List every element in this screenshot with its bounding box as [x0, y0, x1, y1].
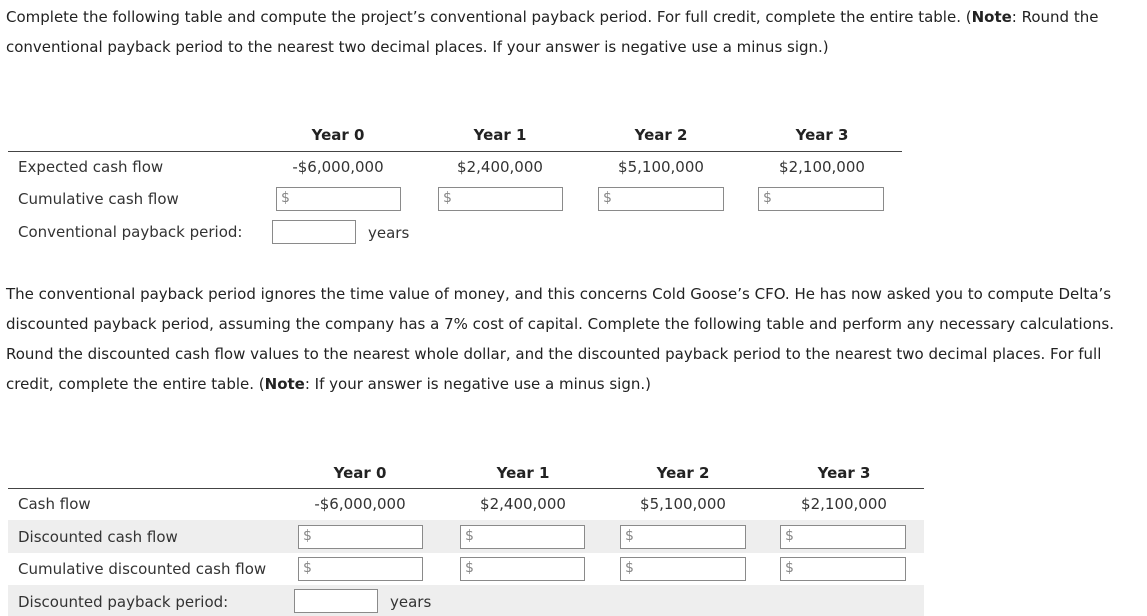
t2-discounted-label: Discounted cash flow [18, 528, 178, 546]
dollar-sign: $ [465, 528, 474, 544]
t2-cashflow-label: Cash flow [18, 495, 91, 513]
intro-text: Complete the following table and compute the project’s conventional payback period. For full credit, complete the entire table. ( [6, 8, 972, 26]
t2-cashflow-year0: -$6,000,000 [314, 495, 406, 513]
t2-payback-label: Discounted payback period: [18, 593, 229, 611]
t1-payback-label: Conventional payback period: [18, 223, 243, 241]
t1-cumulative-year3-input[interactable] [758, 187, 884, 211]
t2-cashflow-year2: $5,100,000 [640, 495, 726, 513]
t2-discounted-year2-input[interactable] [620, 525, 746, 549]
t2-header-year0: Year 0 [333, 464, 387, 482]
t1-years-unit: years [368, 224, 410, 242]
t2-header-year1: Year 1 [496, 464, 550, 482]
intro-instructions [6, 2, 1131, 62]
t1-cumulative-year0-input[interactable] [276, 187, 401, 211]
t2-cashflow-year3: $2,100,000 [801, 495, 887, 513]
t1-expected-year3: $2,100,000 [779, 158, 865, 176]
t2-discounted-year3-input[interactable] [780, 525, 906, 549]
conventional-payback-input[interactable] [272, 220, 356, 244]
discounted-instructions [6, 279, 1131, 399]
intro-note-label: Note [971, 8, 1012, 26]
t1-header-year0: Year 0 [311, 126, 365, 144]
intro-text-after: : Round the conventional payback period to the nearest two decimal places. If your answer is negative use a minus sign.) [6, 8, 1099, 56]
dollar-sign: $ [763, 190, 772, 206]
t1-header-year3: Year 3 [795, 126, 849, 144]
t2-cum-discounted-year1-input[interactable] [460, 557, 585, 581]
middle-text: The conventional payback period ignores the time value of money, and this concerns Cold Goose’s CFO. He has now asked you to compute Delta’s discounted payback period, assuming the company has a 7% cost of capital. Complete the following table and perform any necessary calculations. Round the discounted cash flow values to the nearest whole dollar, and the discounted payback period to the nearest two decimal places. For full credit, complete the entire table. ( [6, 285, 1114, 393]
t1-expected-year0: -$6,000,000 [292, 158, 384, 176]
t1-header-year1: Year 1 [473, 126, 527, 144]
t2-header-year3: Year 3 [817, 464, 871, 482]
dollar-sign: $ [303, 560, 312, 576]
t1-cumulative-year2-input[interactable] [598, 187, 724, 211]
t1-expected-year1: $2,400,000 [457, 158, 543, 176]
dollar-sign: $ [625, 560, 634, 576]
t2-header-year2: Year 2 [656, 464, 710, 482]
dollar-sign: $ [785, 528, 794, 544]
dollar-sign: $ [785, 560, 794, 576]
t1-header-rule [8, 151, 902, 152]
dollar-sign: $ [303, 528, 312, 544]
t2-discounted-year0-input[interactable] [298, 525, 423, 549]
t2-header-rule [8, 488, 924, 489]
t2-years-unit: years [390, 593, 432, 611]
t1-expected-label: Expected cash flow [18, 158, 164, 176]
t2-cum-discounted-year3-input[interactable] [780, 557, 906, 581]
t1-cumulative-label: Cumulative cash flow [18, 190, 179, 208]
t2-cum-discounted-label: Cumulative discounted cash flow [18, 560, 267, 578]
middle-text-after: : If your answer is negative use a minus sign.) [304, 375, 651, 393]
t1-header-year2: Year 2 [634, 126, 688, 144]
t2-cum-discounted-year2-input[interactable] [620, 557, 746, 581]
t2-cum-discounted-year0-input[interactable] [298, 557, 423, 581]
t1-cumulative-year1-input[interactable] [438, 187, 563, 211]
middle-note-label: Note [264, 375, 305, 393]
t1-expected-year2: $5,100,000 [618, 158, 704, 176]
dollar-sign: $ [625, 528, 634, 544]
dollar-sign: $ [443, 190, 452, 206]
dollar-sign: $ [603, 190, 612, 206]
t2-discounted-year1-input[interactable] [460, 525, 585, 549]
t2-cashflow-year1: $2,400,000 [480, 495, 566, 513]
dollar-sign: $ [465, 560, 474, 576]
dollar-sign: $ [281, 190, 290, 206]
discounted-payback-input[interactable] [294, 589, 378, 613]
